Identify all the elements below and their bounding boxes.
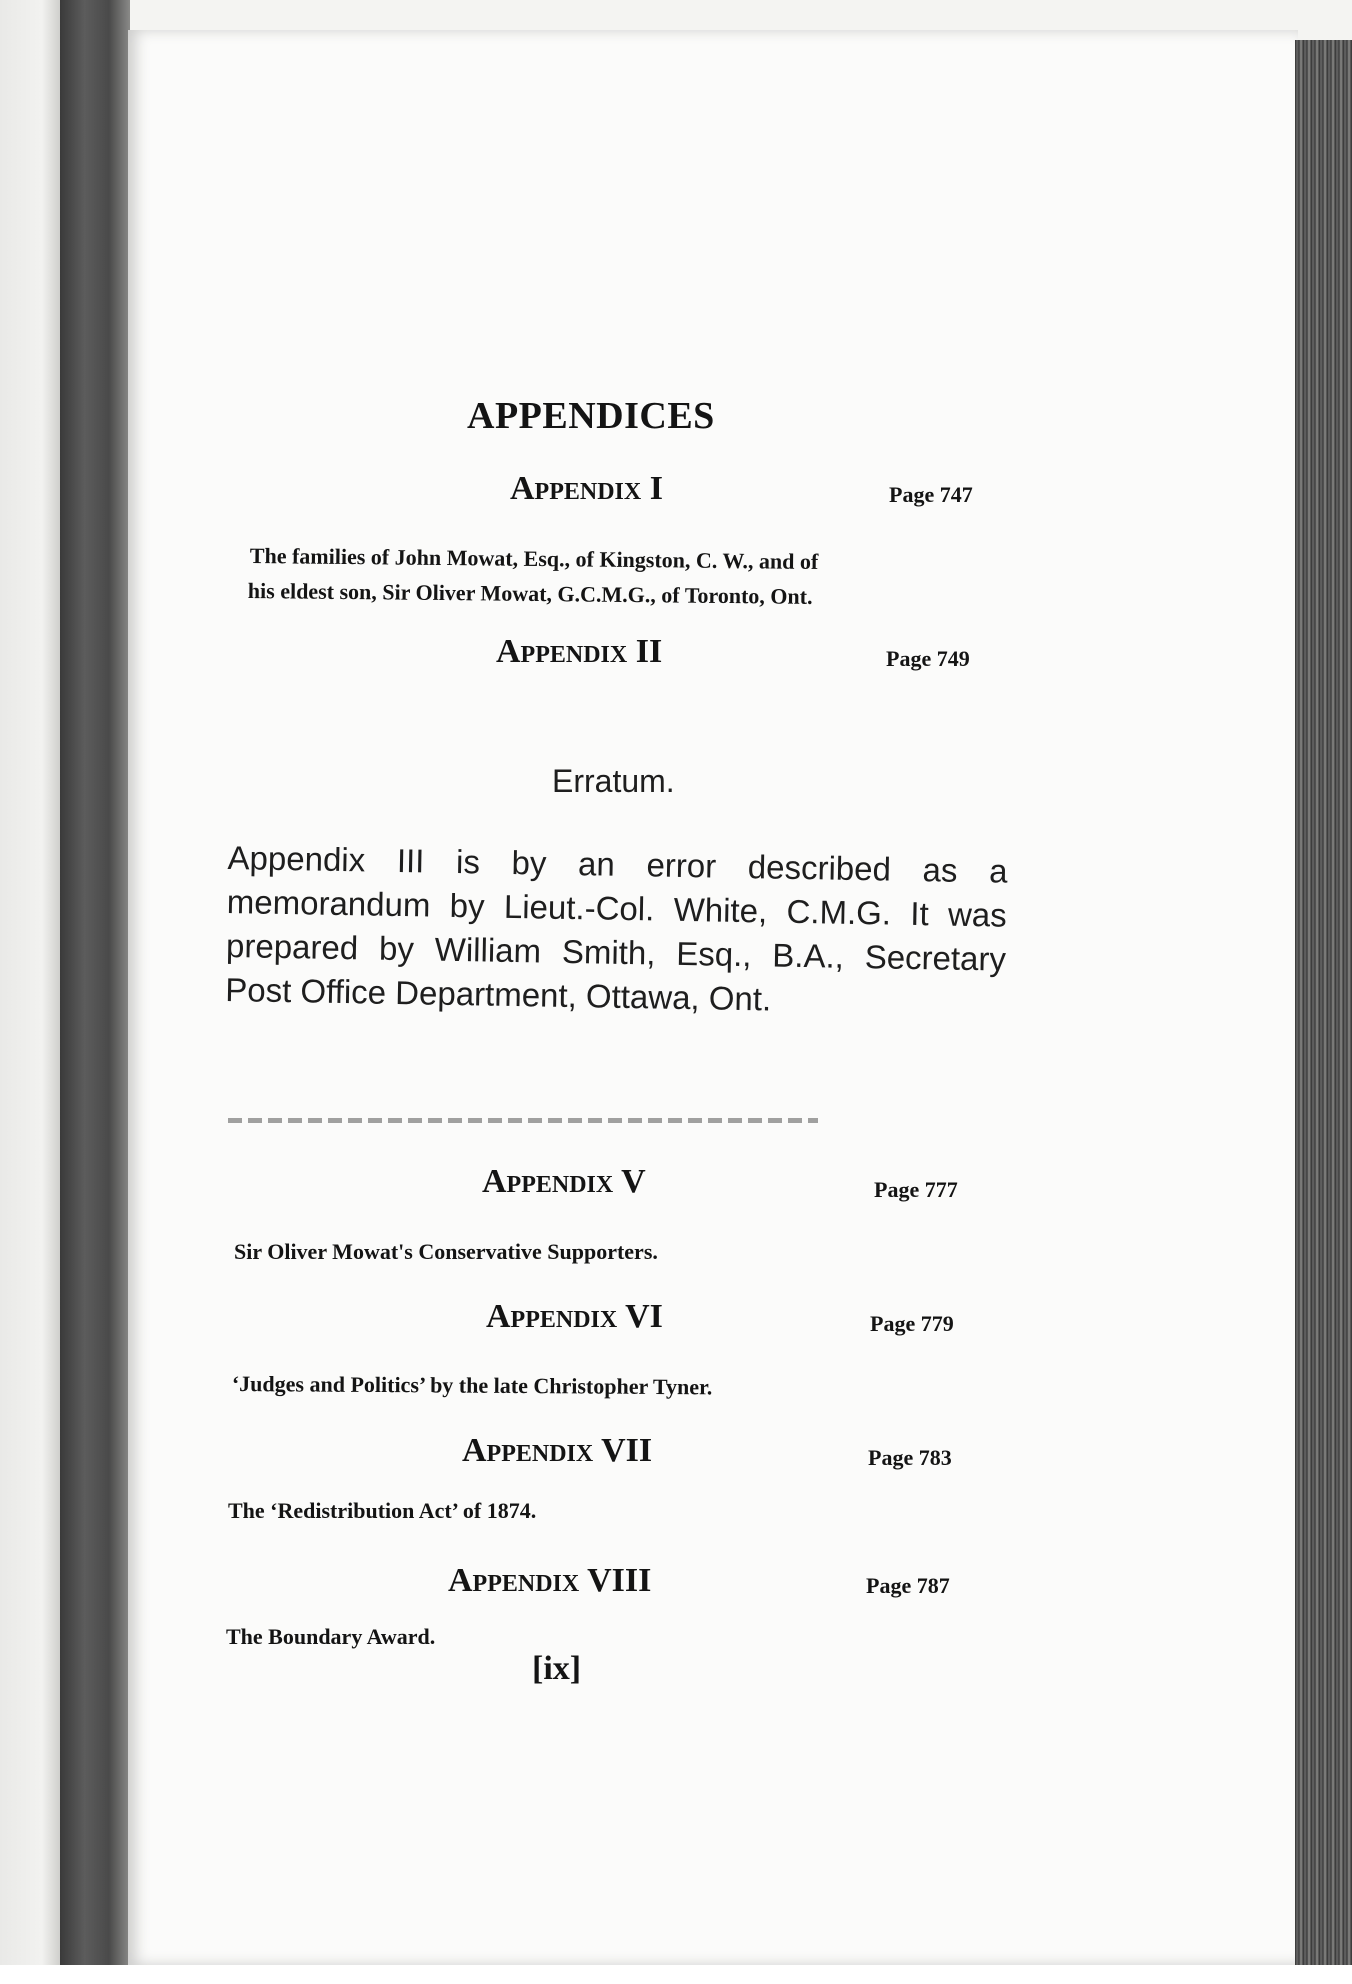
appendix-description: Sir Oliver Mowat's Conservative Supporters. [234,1239,658,1264]
appendix-heading: Appendix I [510,470,663,507]
appendix-description: The Boundary Award. [226,1624,436,1649]
appendix-description: his eldest son, Sir Oliver Mowat, G.C.M.G., of Toronto, Ont. [247,578,813,609]
appendix-heading: Appendix VII [462,1432,653,1469]
bottom-margin [0,1965,1352,1984]
erratum-heading: Erratum. [552,763,675,799]
appendix-page-ref: Page 779 [870,1311,954,1336]
cut-off-text-line [228,1118,818,1123]
appendix-description: ‘Judges and Politics’ by the late Christopher Tyner. [231,1371,713,1400]
appendix-page-ref: Page 747 [889,482,973,507]
appendix-page-ref: Page 783 [868,1445,952,1470]
book-page-edges [1295,40,1352,1984]
left-page-edge [0,0,60,1984]
appendix-heading: Appendix VI [486,1298,663,1335]
page-title: APPENDICES [467,395,715,437]
appendix-description: The families of John Mowat, Esq., of Kingston, C. W., and of [249,543,819,574]
appendix-heading: Appendix V [482,1163,646,1200]
book-gutter [60,0,130,1984]
appendix-heading: Appendix VIII [448,1562,652,1599]
appendix-page-ref: Page 787 [866,1573,950,1598]
appendix-description: The ‘Redistribution Act’ of 1874. [228,1498,537,1523]
appendix-page-ref: Page 777 [874,1177,958,1202]
appendix-heading: Appendix II [496,633,663,670]
page-number: [ix] [532,1650,582,1687]
erratum-text: Appendix III is by an error described as a memorandum by Lieut.-Col. White, C.M.G. It was prepared by William Smith, Esq., B.A., Secretary Post Office Department, Ottawa, Ont. [224,838,1008,1018]
appendix-page-ref: Page 749 [886,646,970,671]
